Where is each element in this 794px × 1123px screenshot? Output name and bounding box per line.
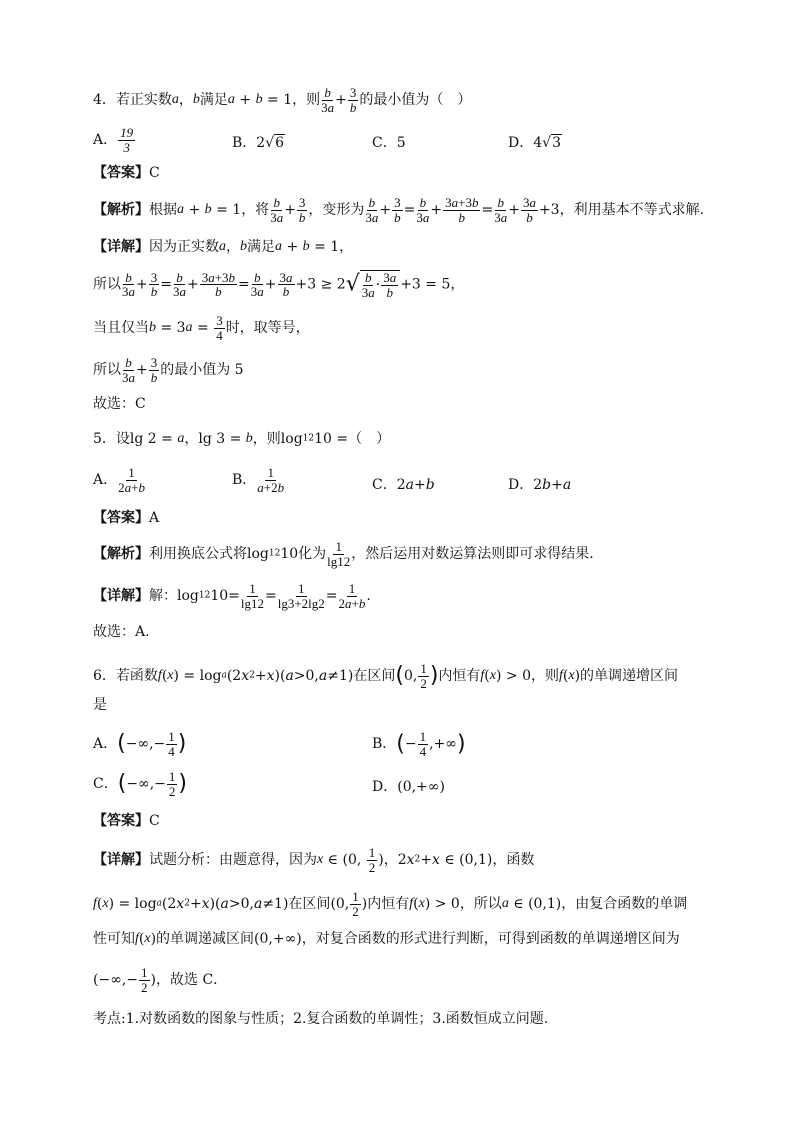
q6-detail-line4: (−∞,− $\frac{1}{2}$ )，故选 C． — [93, 965, 228, 995]
q5-stem: 5．设lg 2 = a，lg 3 = b，则log1210 =（ ） — [93, 431, 391, 447]
q6-stem: 6．若函数f(x) = loga(2x2+x)(a>0,a≠1)在区间(0, $\frac{1}{2}$ )内恒有f(x) > 0，则f(x)的单调递增区间 — [93, 661, 679, 691]
q4-option-d: D．4√3 — [508, 135, 561, 151]
q5-answer: 【答案】A — [93, 510, 160, 526]
q4-detail-line4: 所以 $\frac{b}{3a}$ + $\frac{3}{b}$ 的最小值为 5 — [93, 355, 244, 385]
q5-option-c: C．2a+b — [372, 477, 435, 493]
q4-detail-line3: 当且仅当b = 3a = $\frac{3}{4}$ 时，取等号， — [93, 313, 310, 343]
q4-stem: 4．若正实数a，b满足a + b = 1，则 $\frac{b}{3a}$ + $\frac{3}{b}$ 的最小值为（ ） — [93, 85, 472, 115]
q6-detail-line3: 性可知f(x)的单调递减区间(0,+∞)，对复合函数的形式进行判断，可得到函数的单调递增区间为 — [93, 931, 680, 947]
q5-choice: 故选：A. — [93, 624, 150, 640]
q4-analysis: 【解析】根据a + b = 1，将 $\frac{b}{3a}$ + $\frac{3}{b}$ ，变形为 $\frac{b}{3a}$ + $\frac{3}{b}$ = $\frac{b}{3a}$ + $\frac{3a+3b}{b}$ = $\frac{b}{3a}$ + $\frac{3a}{b}$ +3，利用基本不等式求解. — [93, 195, 705, 225]
q4-options: A． $\frac{19}{3}$ — [93, 125, 134, 155]
q6-answer: 【答案】C — [93, 813, 160, 829]
q4-option-b: B．2√6 — [232, 135, 285, 151]
q5-analysis: 【解析】利用换底公式将log1210化为 $\frac{1}{\lg 12}$ ，然后运用对数运算法则即可求得结果. — [93, 539, 594, 569]
q4-answer: 【答案】C — [93, 165, 160, 181]
q6-option-b: B．(− $\frac{1}{4}$ ,+∞) — [372, 729, 466, 759]
q6-detail: 【详解】试题分析：由题意得，因为x ∈ (0, $\frac{1}{2}$ )，2x2+x ∈ (0,1)，函数 — [93, 845, 535, 875]
q6-stem-line2: 是 — [93, 697, 107, 713]
q4-detail: 【详解】因为正实数a，b满足a + b = 1， — [93, 239, 354, 255]
q6-detail-line2: f(x) = loga(2x2+x)(a>0,a≠1)在区间(0, $\frac{1}{2}$ )内恒有f(x) > 0，所以a ∈ (0,1)，由复合函数的单调 — [93, 889, 688, 919]
q6-option-d: D．(0,+∞) — [372, 779, 445, 795]
q6-option-c: C．(−∞,− $\frac{1}{2}$ ) — [93, 769, 187, 799]
q6-kaodian: 考点:1.对数函数的图象与性质；2.复合函数的单调性；3.函数恒成立问题. — [93, 1011, 549, 1027]
q5-option-b: B． $\frac{1}{a+2b}$ — [232, 465, 285, 495]
q5-option-a: A． $\frac{1}{2a+b}$ — [93, 465, 145, 495]
q4-option-a: A． — [93, 132, 118, 149]
q5-option-d: D．2b+a — [508, 477, 572, 493]
q4-option-c: C．5 — [372, 135, 406, 151]
q4-detail-line2: 所以 $\frac{b}{3a}$ + $\frac{3}{b}$ = $\frac{b}{3a}$ + $\frac{3a+3b}{b}$ = $\frac{b}{3a}$ + $\frac{3a}{b}$ +3 ≥ 2√ $\frac{b}{3a}$ · $\frac{3a}{b}$ +3 = 5， — [93, 269, 465, 300]
q6-option-a: A．(−∞,− $\frac{1}{4}$ ) — [93, 729, 187, 759]
q5-detail: 【详解】解：log1210= $\frac{1}{\lg 12}$ = $\frac{1}{\lg 3+2\lg 2}$ = $\frac{1}{2a+b}$ . — [93, 581, 371, 611]
q4-choice: 故选：C — [93, 396, 146, 412]
